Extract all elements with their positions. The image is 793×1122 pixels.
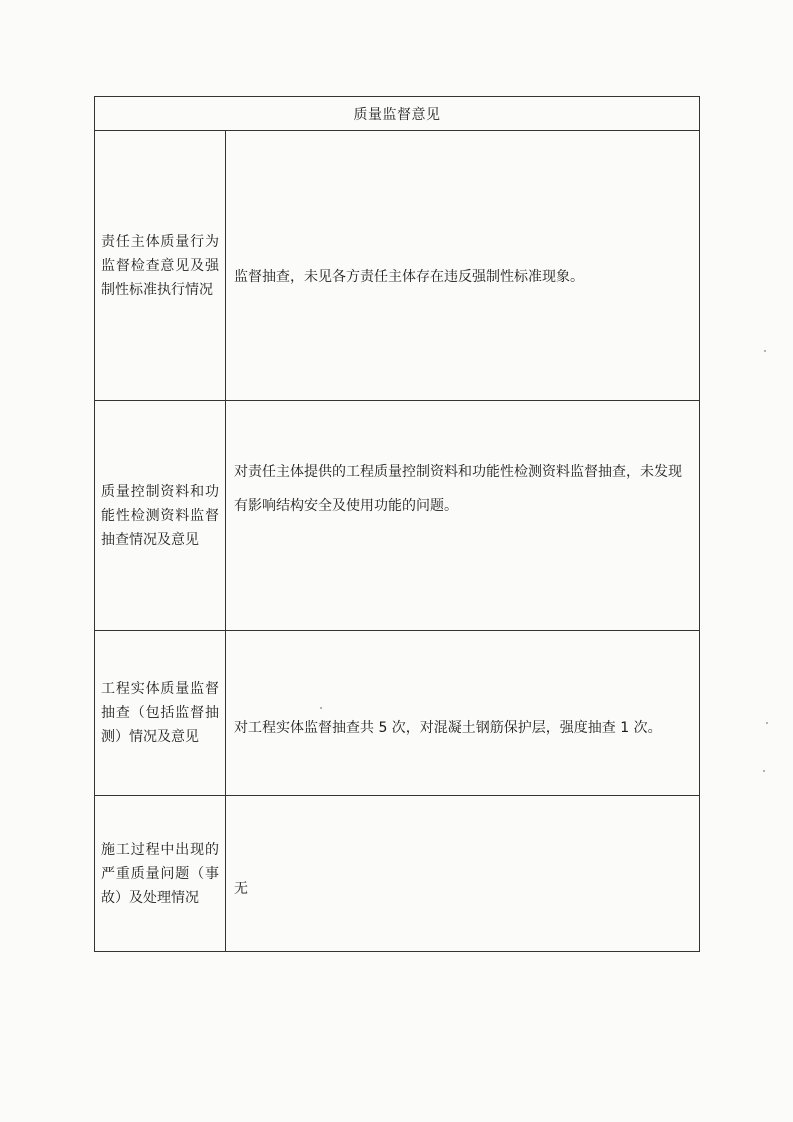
scan-speck — [320, 707, 322, 709]
table-row — [95, 631, 699, 796]
row-value: 监督抽查，未见各方责任主体存在违反强制性标准现象。 — [234, 268, 584, 285]
row-label: 施工过程中出现的严重质量问题（事故）及处理情况 — [101, 841, 219, 906]
row-value: 对工程实体监督抽查共 5 次，对混凝土钢筋保护层，强度抽查 1 次。 — [234, 720, 662, 736]
row-label-cell — [95, 401, 226, 630]
scan-speck — [764, 350, 766, 352]
row-label: 责任主体质量行为监督检查意见及强制性标准执行情况 — [101, 233, 219, 298]
table-row — [95, 131, 699, 401]
row-label-cell — [95, 131, 226, 400]
row-value-cell — [226, 131, 699, 400]
table-title: 质量监督意见 — [95, 97, 699, 131]
supervision-opinion-table — [94, 96, 700, 952]
scan-speck — [763, 770, 765, 772]
row-value-cell — [226, 796, 699, 951]
scan-speck — [766, 722, 768, 724]
row-label: 质量控制资料和功能性检测资料监督抽查情况及意见 — [101, 483, 219, 548]
row-label-cell — [95, 631, 226, 795]
table-row — [95, 401, 699, 631]
row-value-cell — [226, 631, 699, 795]
row-label: 工程实体质量监督抽查（包括监督抽测）情况及意见 — [101, 681, 219, 745]
row-label-cell — [95, 796, 226, 951]
table-row — [95, 796, 699, 951]
row-value: 对责任主体提供的工程质量控制资料和功能性检测资料监督抽查，未发现有影响结构安全及使用功能的问题。 — [234, 464, 682, 514]
row-value: 无 — [234, 880, 248, 897]
row-value-cell — [226, 401, 699, 630]
